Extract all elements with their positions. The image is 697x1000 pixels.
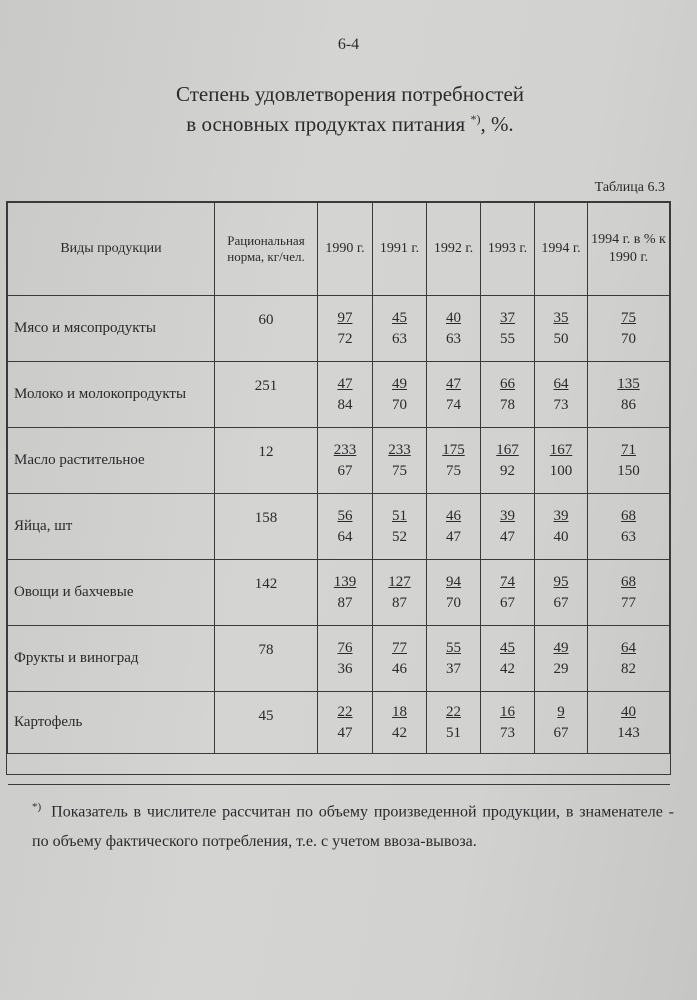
denominator: 72 (337, 330, 353, 347)
table-row (8, 560, 670, 626)
numerator: 135 (617, 375, 640, 392)
fraction (385, 572, 415, 614)
fraction-cell (427, 626, 481, 692)
fraction (330, 572, 360, 614)
title-line-2: в основных продуктах питания *), %. (186, 112, 514, 136)
numerator: 175 (442, 441, 465, 458)
denominator: 82 (621, 660, 636, 677)
fraction-cell (535, 560, 588, 626)
fraction-cell (373, 692, 427, 754)
numerator: 94 (446, 573, 461, 590)
numerator: 45 (500, 639, 515, 656)
fraction (439, 572, 469, 614)
numerator: 74 (500, 573, 515, 590)
header-year-1992: 1992 г. (427, 203, 481, 296)
fraction (439, 638, 469, 680)
fraction (614, 308, 644, 350)
fraction (614, 374, 644, 416)
fraction-cell (535, 362, 588, 428)
page-number: 6-4 (337, 36, 360, 53)
norm-value: 12 (215, 428, 318, 494)
denominator: 70 (392, 396, 407, 413)
table-header-row (8, 203, 670, 296)
fraction (330, 308, 360, 350)
numerator: 49 (553, 639, 569, 656)
denominator: 75 (392, 462, 407, 479)
fraction-cell (588, 626, 670, 692)
table-row (8, 362, 670, 428)
table-row (8, 692, 670, 754)
numerator: 233 (388, 441, 411, 458)
product-name: Молоко и молокопродукты (8, 362, 215, 428)
numerator: 66 (500, 375, 515, 392)
fraction (385, 702, 415, 744)
fraction (614, 638, 644, 680)
numerator: 22 (337, 703, 353, 720)
fraction-cell (427, 692, 481, 754)
fraction (385, 308, 415, 350)
fraction-cell (373, 362, 427, 428)
fraction-cell (588, 428, 670, 494)
fraction (439, 506, 469, 548)
denominator: 92 (500, 462, 515, 479)
header-year-1993: 1993 г. (481, 203, 535, 296)
denominator: 87 (337, 594, 353, 611)
fraction (493, 374, 523, 416)
numerator: 167 (549, 441, 573, 458)
denominator: 78 (500, 396, 515, 413)
fraction-cell (588, 560, 670, 626)
table-row (8, 494, 670, 560)
norm-value: 251 (215, 362, 318, 428)
fraction-cell (481, 296, 535, 362)
product-name: Мясо и мясопродукты (8, 296, 215, 362)
denominator: 77 (621, 594, 636, 611)
fraction-cell (535, 428, 588, 494)
fraction-cell (427, 296, 481, 362)
denominator: 42 (392, 724, 407, 741)
denominator: 73 (553, 396, 569, 413)
fraction-cell (535, 692, 588, 754)
table-row (8, 428, 670, 494)
fraction (614, 702, 644, 744)
header-ratio: 1994 г. в % к 1990 г. (588, 203, 670, 296)
denominator: 37 (446, 660, 461, 677)
fraction (493, 440, 523, 482)
fraction (546, 440, 576, 482)
numerator: 139 (333, 573, 357, 590)
table-row (8, 296, 670, 362)
numerator: 97 (337, 309, 353, 326)
numerator: 49 (392, 375, 407, 392)
fraction-cell (481, 428, 535, 494)
numerator: 40 (621, 703, 636, 720)
denominator: 150 (617, 462, 640, 479)
title-line-1: Степень удовлетворения потребностей (175, 82, 525, 106)
data-table-frame (6, 201, 671, 775)
numerator: 37 (500, 309, 515, 326)
fraction (546, 702, 576, 744)
fraction-cell (481, 560, 535, 626)
norm-value: 78 (215, 626, 318, 692)
product-name: Фрукты и виноград (8, 626, 215, 692)
numerator: 39 (553, 507, 569, 524)
fraction (546, 638, 576, 680)
numerator: 39 (500, 507, 515, 524)
header-year-1991: 1991 г. (373, 203, 427, 296)
denominator: 47 (337, 724, 353, 741)
numerator: 51 (392, 507, 407, 524)
fraction-cell (373, 626, 427, 692)
denominator: 50 (553, 330, 569, 347)
denominator: 64 (337, 528, 353, 545)
fraction (493, 308, 523, 350)
footnote-text: Показатель в числителе рассчитан по объему произведенной продукции, в знаменателе - по объему фактического потребления, т.е. с учетом ввоза-вывоза. (32, 803, 674, 851)
denominator: 42 (500, 660, 515, 677)
header-product: Виды продукции (8, 203, 215, 296)
denominator: 52 (392, 528, 407, 545)
fraction-cell (588, 692, 670, 754)
fraction-cell (318, 692, 373, 754)
fraction-cell (318, 362, 373, 428)
fraction (614, 440, 644, 482)
numerator: 233 (333, 441, 357, 458)
denominator: 75 (446, 462, 461, 479)
numerator: 18 (392, 703, 407, 720)
denominator: 47 (446, 528, 461, 545)
fraction-cell (318, 494, 373, 560)
fraction (439, 440, 469, 482)
fraction (546, 572, 576, 614)
numerator: 75 (621, 309, 636, 326)
fraction (330, 638, 360, 680)
fraction (385, 506, 415, 548)
numerator: 40 (446, 309, 461, 326)
fraction-cell (373, 494, 427, 560)
denominator: 73 (500, 724, 515, 741)
numerator: 46 (446, 507, 461, 524)
denominator: 84 (337, 396, 353, 413)
fraction-cell (427, 560, 481, 626)
numerator: 77 (392, 639, 407, 656)
denominator: 63 (446, 330, 461, 347)
fraction (330, 506, 360, 548)
fraction-cell (318, 428, 373, 494)
numerator: 64 (621, 639, 636, 656)
fraction (493, 572, 523, 614)
table-label: Таблица 6.3 (594, 180, 665, 195)
norm-value: 158 (215, 494, 318, 560)
fraction-cell (318, 560, 373, 626)
numerator: 9 (557, 703, 565, 720)
fraction-cell (588, 362, 670, 428)
fraction (614, 506, 644, 548)
fraction (385, 440, 415, 482)
denominator: 87 (392, 594, 407, 611)
denominator: 36 (337, 660, 353, 677)
fraction-cell (427, 494, 481, 560)
fraction-cell (481, 692, 535, 754)
fraction (330, 374, 360, 416)
numerator: 56 (337, 507, 353, 524)
norm-value: 45 (215, 692, 318, 754)
table-bottom-strip-cell (8, 754, 670, 785)
header-year-1994: 1994 г. (535, 203, 588, 296)
numerator: 22 (446, 703, 461, 720)
denominator: 143 (617, 724, 640, 741)
numerator: 127 (388, 573, 411, 590)
product-name: Яйца, шт (8, 494, 215, 560)
numerator: 68 (621, 507, 636, 524)
denominator: 86 (621, 396, 636, 413)
fraction-cell (427, 428, 481, 494)
numerator: 68 (621, 573, 636, 590)
table-body (8, 296, 670, 785)
fraction (546, 374, 576, 416)
footnote (32, 792, 674, 857)
denominator: 67 (553, 724, 569, 741)
numerator: 55 (446, 639, 461, 656)
header-norm: Рациональная норма, кг/чел. (215, 203, 318, 296)
fraction-cell (535, 296, 588, 362)
fraction-cell (373, 296, 427, 362)
product-name: Масло растительное (8, 428, 215, 494)
fraction (330, 440, 360, 482)
denominator: 74 (446, 396, 461, 413)
fraction (439, 308, 469, 350)
fraction-cell (427, 362, 481, 428)
denominator: 46 (392, 660, 407, 677)
fraction-cell (535, 626, 588, 692)
denominator: 67 (500, 594, 515, 611)
header-year-1990: 1990 г. (318, 203, 373, 296)
fraction-cell (373, 428, 427, 494)
fraction (546, 506, 576, 548)
fraction (439, 702, 469, 744)
table-bottom-strip (8, 754, 670, 785)
fraction-cell (481, 626, 535, 692)
numerator: 47 (446, 375, 461, 392)
denominator: 55 (500, 330, 515, 347)
fraction-cell (373, 560, 427, 626)
fraction (546, 308, 576, 350)
numerator: 167 (496, 441, 519, 458)
fraction-cell (588, 296, 670, 362)
footnote-mark: *) (32, 801, 42, 813)
page-title (100, 82, 600, 137)
fraction-cell (481, 494, 535, 560)
fraction (614, 572, 644, 614)
denominator: 70 (621, 330, 636, 347)
numerator: 64 (553, 375, 569, 392)
norm-value: 142 (215, 560, 318, 626)
fraction (493, 638, 523, 680)
denominator: 70 (446, 594, 461, 611)
data-table (7, 202, 670, 785)
fraction (385, 374, 415, 416)
product-name: Овощи и бахчевые (8, 560, 215, 626)
fraction-cell (588, 494, 670, 560)
denominator: 51 (446, 724, 461, 741)
denominator: 47 (500, 528, 515, 545)
fraction (493, 702, 523, 744)
numerator: 76 (337, 639, 353, 656)
denominator: 100 (549, 462, 573, 479)
denominator: 40 (553, 528, 569, 545)
numerator: 45 (392, 309, 407, 326)
numerator: 16 (500, 703, 515, 720)
norm-value: 60 (215, 296, 318, 362)
numerator: 95 (553, 573, 569, 590)
denominator: 63 (392, 330, 407, 347)
product-name: Картофель (8, 692, 215, 754)
fraction-cell (481, 362, 535, 428)
fraction-cell (318, 626, 373, 692)
fraction (385, 638, 415, 680)
fraction-cell (535, 494, 588, 560)
numerator: 47 (337, 375, 353, 392)
denominator: 63 (621, 528, 636, 545)
fraction (439, 374, 469, 416)
denominator: 29 (553, 660, 569, 677)
fraction (330, 702, 360, 744)
denominator: 67 (553, 594, 569, 611)
numerator: 71 (621, 441, 636, 458)
fraction-cell (318, 296, 373, 362)
fraction (493, 506, 523, 548)
numerator: 35 (553, 309, 569, 326)
table-row (8, 626, 670, 692)
denominator: 67 (337, 462, 353, 479)
